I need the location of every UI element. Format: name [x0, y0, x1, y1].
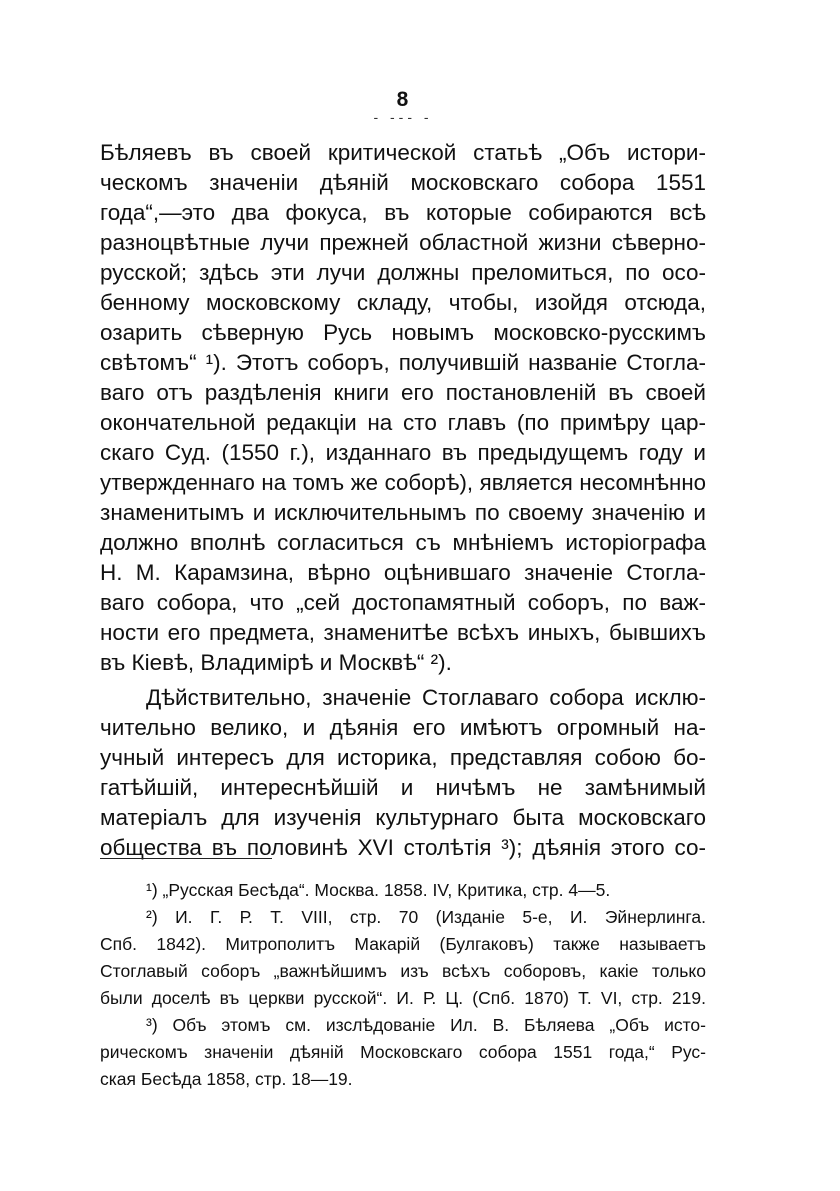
- body-line: русской; здѣсь эти лучи должны преломиться, по осо-: [100, 260, 706, 285]
- body-line: Н. М. Карамзина, вѣрно оцѣнившаго значеніе Стогла-: [100, 560, 706, 585]
- body-line: должно вполнѣ согласиться съ мнѣніемъ исторіографа: [100, 530, 706, 555]
- body-line: въ Кіевѣ, Владимірѣ и Москвѣ“ ²).: [100, 650, 452, 675]
- body-line: Дѣйствительно, значеніе Стоглаваго собора исклю-: [146, 685, 706, 710]
- body-line: учный интересъ для историка, представляя собою бо-: [100, 745, 706, 770]
- body-line: гатѣйшій, интереснѣйшій и ничѣмъ не замѣнимый: [100, 775, 706, 800]
- body-line: скаго Суд. (1550 г.), изданнаго въ предыдущемъ году и: [100, 440, 706, 465]
- body-line: утвержденнаго на томъ же соборѣ), является несомнѣнно: [100, 470, 706, 495]
- footnote-line: рическомъ значеніи дѣяній Московскаго собора 1551 года,“ Рус-: [100, 1042, 706, 1062]
- body-line: ности его предмета, знаменитѣе всѣхъ иныхъ, бывшихъ: [100, 620, 706, 645]
- body-line: свѣтомъ“ ¹). Этотъ соборъ, получившій названіе Стогла-: [100, 350, 706, 375]
- footnote-line: ¹) „Русская Бесѣда“. Москва. 1858. IV, Критика, стр. 4—5.: [146, 880, 611, 900]
- body-line: бенному московскому складу, чтобы, изойдя отсюда,: [100, 290, 706, 315]
- body-line: общества въ половинѣ XVI столѣтія ³); дѣянія этого со-: [100, 835, 706, 860]
- body-line: знаменитымъ и исключительнымъ по своему значенію и: [100, 500, 706, 525]
- body-line: ваго собора, что „сей достопамятный соборъ, по важ-: [100, 590, 706, 615]
- page-number-decoration: - --- -: [373, 109, 433, 125]
- body-line: Бѣляевъ въ своей критической статьѣ „Объ истори-: [100, 140, 706, 165]
- body-line: окончательной редакціи на сто главъ (по примѣру цар-: [100, 410, 706, 435]
- body-line: разноцвѣтные лучи прежней областной жизни сѣверно-: [100, 230, 706, 255]
- body-line: матеріалъ для изученія культурнаго быта московскаго: [100, 805, 706, 830]
- footnote-line: ³) Объ этомъ см. изслѣдованіе Ил. В. Бѣляева „Объ исто-: [146, 1015, 706, 1035]
- footnote-line: ²) И. Г. Р. Т. VIII, стр. 70 (Изданіе 5-е, И. Эйнерлинга.: [146, 907, 706, 927]
- footnote-line: Спб. 1842). Митрополитъ Макарій (Булгаковъ) также называетъ: [100, 934, 706, 954]
- footnote-separator: [100, 858, 272, 859]
- body-line: ческомъ значеніи дѣяній московскаго собора 1551: [100, 170, 706, 195]
- footnote-line: Стоглавый соборъ „важнѣйшимъ изъ всѣхъ соборовъ, какіе только: [100, 961, 706, 981]
- footnote-line: были доселѣ въ церкви русской“. И. Р. Ц. (Спб. 1870) Т. VI, стр. 219.: [100, 988, 706, 1008]
- body-line: чительно велико, и дѣянія его имѣютъ огромный на-: [100, 715, 706, 740]
- footnote-line: ская Бесѣда 1858, стр. 18—19.: [100, 1069, 353, 1089]
- page-number: 8: [396, 88, 410, 111]
- body-line: озарить сѣверную Русь новымъ московско-русскимъ: [100, 320, 706, 345]
- body-line: года“,—это два фокуса, въ которые собираются всѣ: [100, 200, 706, 225]
- body-line: ваго отъ раздѣленія книги его постановленій въ своей: [100, 380, 706, 405]
